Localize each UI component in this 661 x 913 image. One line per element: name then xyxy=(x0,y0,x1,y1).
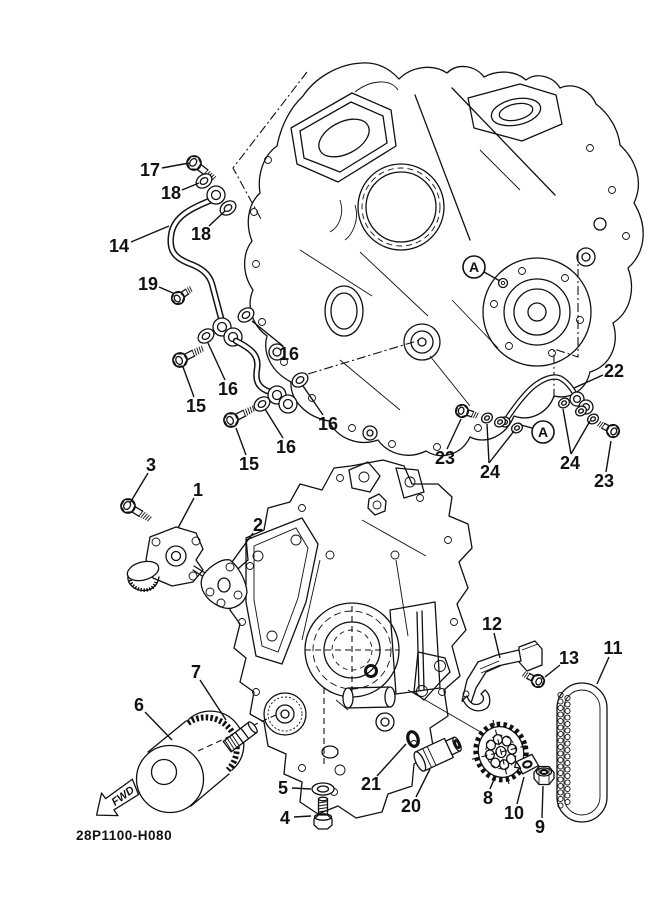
leader-line xyxy=(236,428,246,455)
leader-line xyxy=(209,211,225,226)
view-marker-label: A xyxy=(468,259,480,275)
oil-pump-group xyxy=(118,496,247,608)
oil-pump-body xyxy=(146,527,203,586)
leader-line xyxy=(517,777,524,804)
part-callout-15: 15 xyxy=(238,454,260,474)
leader-line xyxy=(131,226,169,242)
part-callout-16: 16 xyxy=(217,379,239,399)
part-callout-4: 4 xyxy=(279,808,291,828)
pump-bolt-3 xyxy=(118,496,153,525)
leader-line xyxy=(545,665,560,677)
part-callout-21: 21 xyxy=(360,774,382,794)
bolt-23-right xyxy=(596,418,622,440)
leader-line xyxy=(130,473,148,503)
part-callout-1: 1 xyxy=(192,480,204,500)
nut-9 xyxy=(534,767,554,785)
oil-filter-body xyxy=(137,746,204,813)
part-callout-24: 24 xyxy=(559,453,581,473)
leader-line xyxy=(292,788,311,789)
union-bolt-15a xyxy=(170,342,206,370)
part-callout-23: 23 xyxy=(593,471,615,491)
part-callout-23: 23 xyxy=(434,448,456,468)
leader-line xyxy=(145,712,172,740)
part-callout-18: 18 xyxy=(190,224,212,244)
leader-line xyxy=(571,421,590,454)
guide-bracket-12 xyxy=(462,641,542,711)
part-callout-9: 9 xyxy=(534,817,546,837)
leader-line xyxy=(416,769,430,797)
fwd-label: FWD xyxy=(109,784,137,809)
part-callout-16: 16 xyxy=(278,344,300,364)
part-callout-24: 24 xyxy=(479,462,501,482)
part-code: 28P1100-H080 xyxy=(76,828,173,843)
part-callout-5: 5 xyxy=(277,778,289,798)
part-callout-16: 16 xyxy=(317,414,339,434)
bolt-19 xyxy=(169,284,195,307)
leader-line xyxy=(159,287,173,293)
part-callout-2: 2 xyxy=(252,515,264,535)
pump-sprocket-8 xyxy=(464,713,538,792)
leader-line xyxy=(208,343,225,380)
part-callout-15: 15 xyxy=(185,396,207,416)
part-callout-20: 20 xyxy=(400,796,422,816)
leader-line xyxy=(178,498,194,528)
leader-line xyxy=(542,786,543,818)
leader-line xyxy=(597,657,609,684)
part-callout-12: 12 xyxy=(481,614,503,634)
part-callout-11: 11 xyxy=(603,638,623,658)
part-callout-22: 22 xyxy=(603,361,625,381)
leader-line xyxy=(182,183,199,190)
leader-line xyxy=(606,441,611,472)
banjo-eye-upper xyxy=(207,186,225,204)
leader-line xyxy=(563,409,571,454)
part-callout-8: 8 xyxy=(482,788,494,808)
view-marker-label: A xyxy=(537,424,549,440)
part-callout-19: 19 xyxy=(137,274,159,294)
leader-line xyxy=(162,163,189,168)
leader-line xyxy=(294,816,311,817)
part-callout-6: 6 xyxy=(133,695,145,715)
part-callout-7: 7 xyxy=(190,662,202,682)
leader-line xyxy=(265,409,283,438)
leader-line xyxy=(494,633,500,658)
part-callout-3: 3 xyxy=(145,455,157,475)
pump-chain-11 xyxy=(557,683,607,822)
part-callout-13: 13 xyxy=(558,648,580,668)
leader-line xyxy=(200,680,226,720)
part-callout-17: 17 xyxy=(139,160,161,180)
bracket-bolt-13 xyxy=(521,668,547,690)
part-callout-16: 16 xyxy=(275,437,297,457)
drain-washer-5 xyxy=(312,783,334,795)
union-bolt-15b xyxy=(221,402,257,430)
part-callout-14: 14 xyxy=(108,236,130,256)
marker-a-bolt xyxy=(499,279,508,288)
washer-24 xyxy=(557,396,571,410)
part-callout-10: 10 xyxy=(503,803,525,823)
part-callout-18: 18 xyxy=(160,183,182,203)
leader-line xyxy=(183,367,194,397)
